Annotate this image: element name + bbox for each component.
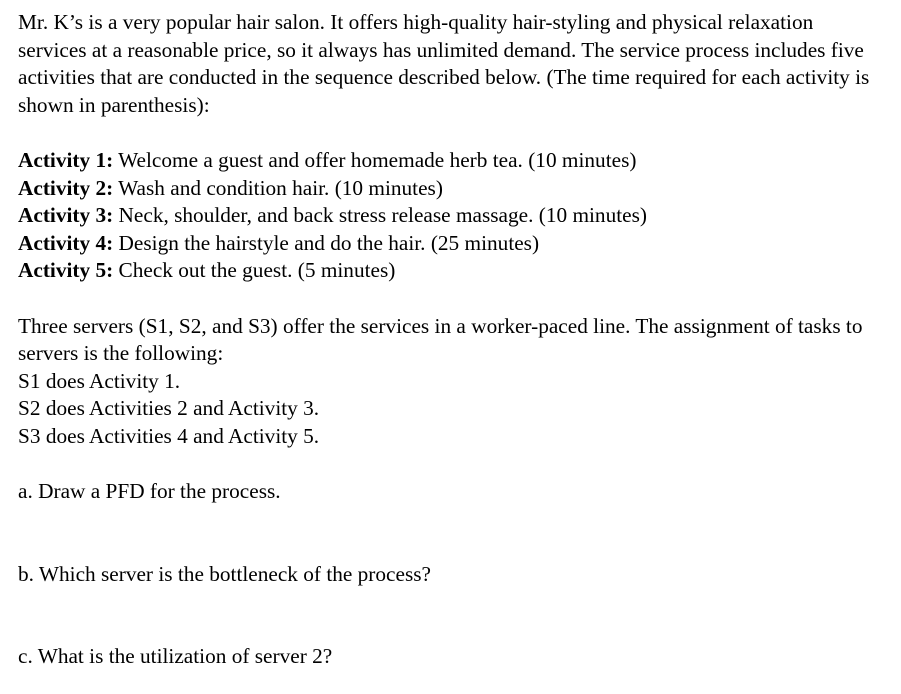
question-a: a. Draw a PFD for the process. [18, 479, 281, 504]
assignment-s3: S3 does Activities 4 and Activity 5. [18, 423, 320, 448]
activity-item-1 [18, 147, 885, 175]
spacer [18, 119, 885, 147]
activity-label: Activity 4: [18, 230, 114, 255]
assignment-s1: S1 does Activity 1. [18, 368, 181, 393]
activity-item-4 [18, 230, 885, 258]
activity-text: Check out the guest. (5 minutes) [113, 258, 396, 283]
spacer [18, 588, 885, 643]
activity-list [18, 147, 885, 285]
activity-label: Activity 1: [18, 147, 114, 172]
question-b: b. Which server is the bottleneck of the process? [18, 561, 431, 586]
spacer [18, 506, 885, 561]
activity-label: Activity 2: [18, 175, 114, 200]
activity-item-2 [18, 175, 885, 203]
question-c: c. What is the utilization of server 2? [18, 644, 333, 669]
servers-intro-paragraph: Three servers (S1, S2, and S3) offer the services in a worker-paced line. The assignment of tasks to servers is the following: [18, 313, 863, 366]
activity-item-5 [18, 257, 885, 285]
assignment-s2: S2 does Activities 2 and Activity 3. [18, 396, 320, 421]
activity-text: Neck, shoulder, and back stress release massage. (10 minutes) [113, 203, 647, 228]
activity-item-3 [18, 202, 885, 230]
spacer [18, 451, 885, 479]
intro-paragraph: Mr. K’s is a very popular hair salon. It offers high-quality hair-styling and physical relaxation services at a reasonable price, so it always has unlimited demand. The service process includes five activities that are conducted in the sequence described below. (The time required for each activity is shown in parenthesis): [18, 10, 870, 117]
activity-label: Activity 3: [18, 203, 114, 228]
activity-text: Welcome a guest and offer homemade herb tea. (10 minutes) [113, 147, 637, 172]
activity-label: Activity 5: [18, 258, 114, 283]
spacer [18, 285, 885, 313]
activity-text: Design the hairstyle and do the hair. (25 minutes) [113, 230, 540, 255]
activity-text: Wash and condition hair. (10 minutes) [113, 175, 443, 200]
